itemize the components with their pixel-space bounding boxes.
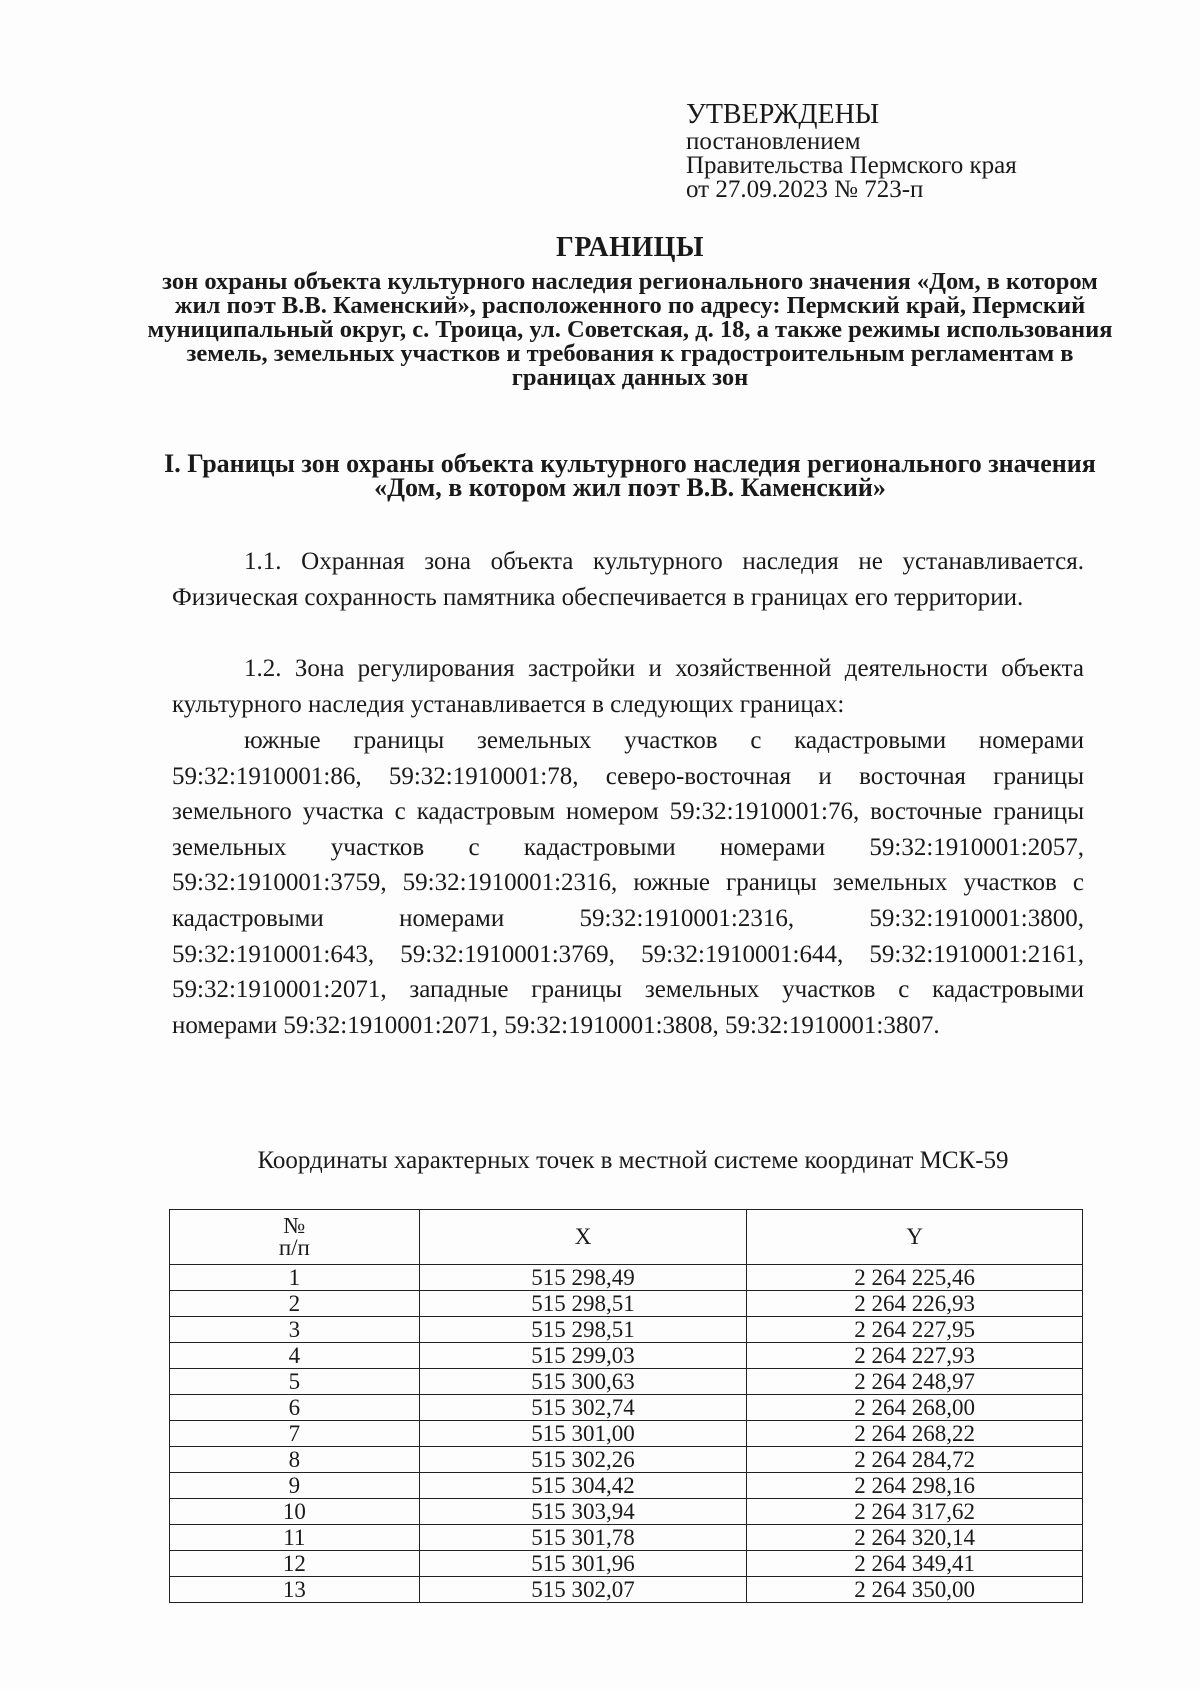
cell-y: 2 264 225,46 bbox=[747, 1265, 1083, 1291]
cell-x: 515 302,74 bbox=[419, 1395, 747, 1421]
cell-y: 2 264 349,41 bbox=[747, 1551, 1083, 1577]
table-row bbox=[170, 1369, 1083, 1395]
cell-y: 2 264 226,93 bbox=[747, 1291, 1083, 1317]
header-number-symbol: № bbox=[283, 1213, 306, 1238]
cell-number: 2 bbox=[170, 1291, 420, 1317]
approval-line: постановлением bbox=[686, 128, 861, 155]
cell-x: 515 298,51 bbox=[419, 1317, 747, 1343]
cell-y: 2 264 248,97 bbox=[747, 1369, 1083, 1395]
table-row bbox=[170, 1499, 1083, 1525]
table-row bbox=[170, 1291, 1083, 1317]
cell-number: 7 bbox=[170, 1421, 420, 1447]
cell-x: 515 304,42 bbox=[419, 1473, 747, 1499]
cell-x: 515 301,00 bbox=[419, 1421, 747, 1447]
cell-x: 515 302,26 bbox=[419, 1447, 747, 1473]
cell-x: 515 301,78 bbox=[419, 1525, 747, 1551]
cell-x: 515 299,03 bbox=[419, 1343, 747, 1369]
header-x: X bbox=[419, 1210, 747, 1265]
coordinates-table bbox=[169, 1209, 1083, 1603]
cell-number: 1 bbox=[170, 1265, 420, 1291]
table-caption: Координаты характерных точек в местной системе координат МСК-59 bbox=[257, 1147, 1009, 1174]
table-row bbox=[170, 1317, 1083, 1343]
cell-y: 2 264 350,00 bbox=[747, 1577, 1083, 1603]
cell-number: 11 bbox=[170, 1525, 420, 1551]
approval-stamp bbox=[686, 100, 1106, 202]
cell-x: 515 298,49 bbox=[419, 1265, 747, 1291]
table-row bbox=[170, 1395, 1083, 1421]
table-row bbox=[170, 1473, 1083, 1499]
paragraph-1-2: 1.2. Зона регулирования застройки и хозяйственной деятельности объекта культурного наследия устанавливается в следующих границах: bbox=[172, 655, 1084, 718]
cell-x: 515 302,07 bbox=[419, 1577, 747, 1603]
cell-y: 2 264 227,93 bbox=[747, 1343, 1083, 1369]
cell-number: 9 bbox=[170, 1473, 420, 1499]
header-number bbox=[170, 1210, 420, 1265]
cell-x: 515 303,94 bbox=[419, 1499, 747, 1525]
header-y: Y bbox=[747, 1210, 1083, 1265]
cell-y: 2 264 268,22 bbox=[747, 1421, 1083, 1447]
approval-line: Правительства Пермского края bbox=[686, 152, 1017, 179]
header-number-label: п/п bbox=[278, 1235, 310, 1260]
cell-x: 515 301,96 bbox=[419, 1551, 747, 1577]
cell-y: 2 264 317,62 bbox=[747, 1499, 1083, 1525]
cell-number: 8 bbox=[170, 1447, 420, 1473]
paragraph-1-1: 1.1. Охранная зона объекта культурного наследия не устанавливается. Физическая сохранность памятника обеспечивается в границах его территории. bbox=[172, 548, 1084, 611]
table-row bbox=[170, 1421, 1083, 1447]
cell-number: 3 bbox=[170, 1317, 420, 1343]
approval-line: от 27.09.2023 № 723-п bbox=[686, 176, 924, 203]
cell-number: 4 bbox=[170, 1343, 420, 1369]
cell-number: 12 bbox=[170, 1551, 420, 1577]
cell-number: 5 bbox=[170, 1369, 420, 1395]
cell-number: 10 bbox=[170, 1499, 420, 1525]
paragraph-boundaries: южные границы земельных участков с кадастровыми номерами 59:32:1910001:86, 59:32:1910001:78, северо-восточная и восточная границы земельного участка с кадастровым номером 59:32:1910001:76, восточные границы земельных участков с кадастровыми номерами 59:32:1910001:2057, 59:32:1910001:3759, 59:32:1910001:2316, южные границы земельных участков с кадастровыми номерами 59:32:1910001:2316, 59:32:1910001:3800, 59:32:1910001:643, 59:32:1910001:3769, 59:32:1910001:644, 59:32:1910001:2161, 59:32:1910001:2071, западные границы земельных участков с кадастровыми номерами 59:32:1910001:2071, 59:32:1910001:3808, 59:32:1910001:3807. bbox=[172, 727, 1084, 1039]
section-heading: I. Границы зон охраны объекта культурного наследия регионального значения «Дом, в котором жил поэт В.В. Каменский» bbox=[164, 449, 1096, 502]
cell-number: 13 bbox=[170, 1577, 420, 1603]
approval-heading: УТВЕРЖДЕНЫ bbox=[686, 99, 880, 130]
table-row bbox=[170, 1265, 1083, 1291]
table-row bbox=[170, 1577, 1083, 1603]
coordinates-table-body bbox=[170, 1265, 1083, 1603]
table-row bbox=[170, 1525, 1083, 1551]
table-row bbox=[170, 1343, 1083, 1369]
cell-y: 2 264 268,00 bbox=[747, 1395, 1083, 1421]
table-header-row bbox=[170, 1210, 1083, 1265]
cell-y: 2 264 320,14 bbox=[747, 1525, 1083, 1551]
document-subtitle: зон охраны объекта культурного наследия регионального значения «Дом, в котором жил поэт В.В. Каменский», расположенного по адресу: Пермский край, Пермский муниципальный округ, с. Троица, ул. Советская, д. 18, а также режимы использования земель, земельных участков и требования к градостроительным регламентам в границах данных зон bbox=[147, 268, 1113, 391]
cell-y: 2 264 298,16 bbox=[747, 1473, 1083, 1499]
cell-number: 6 bbox=[170, 1395, 420, 1421]
cell-y: 2 264 227,95 bbox=[747, 1317, 1083, 1343]
table-row bbox=[170, 1551, 1083, 1577]
cell-x: 515 300,63 bbox=[419, 1369, 747, 1395]
table-row bbox=[170, 1447, 1083, 1473]
cell-x: 515 298,51 bbox=[419, 1291, 747, 1317]
cell-y: 2 264 284,72 bbox=[747, 1447, 1083, 1473]
document-title: ГРАНИЦЫ bbox=[556, 232, 704, 263]
